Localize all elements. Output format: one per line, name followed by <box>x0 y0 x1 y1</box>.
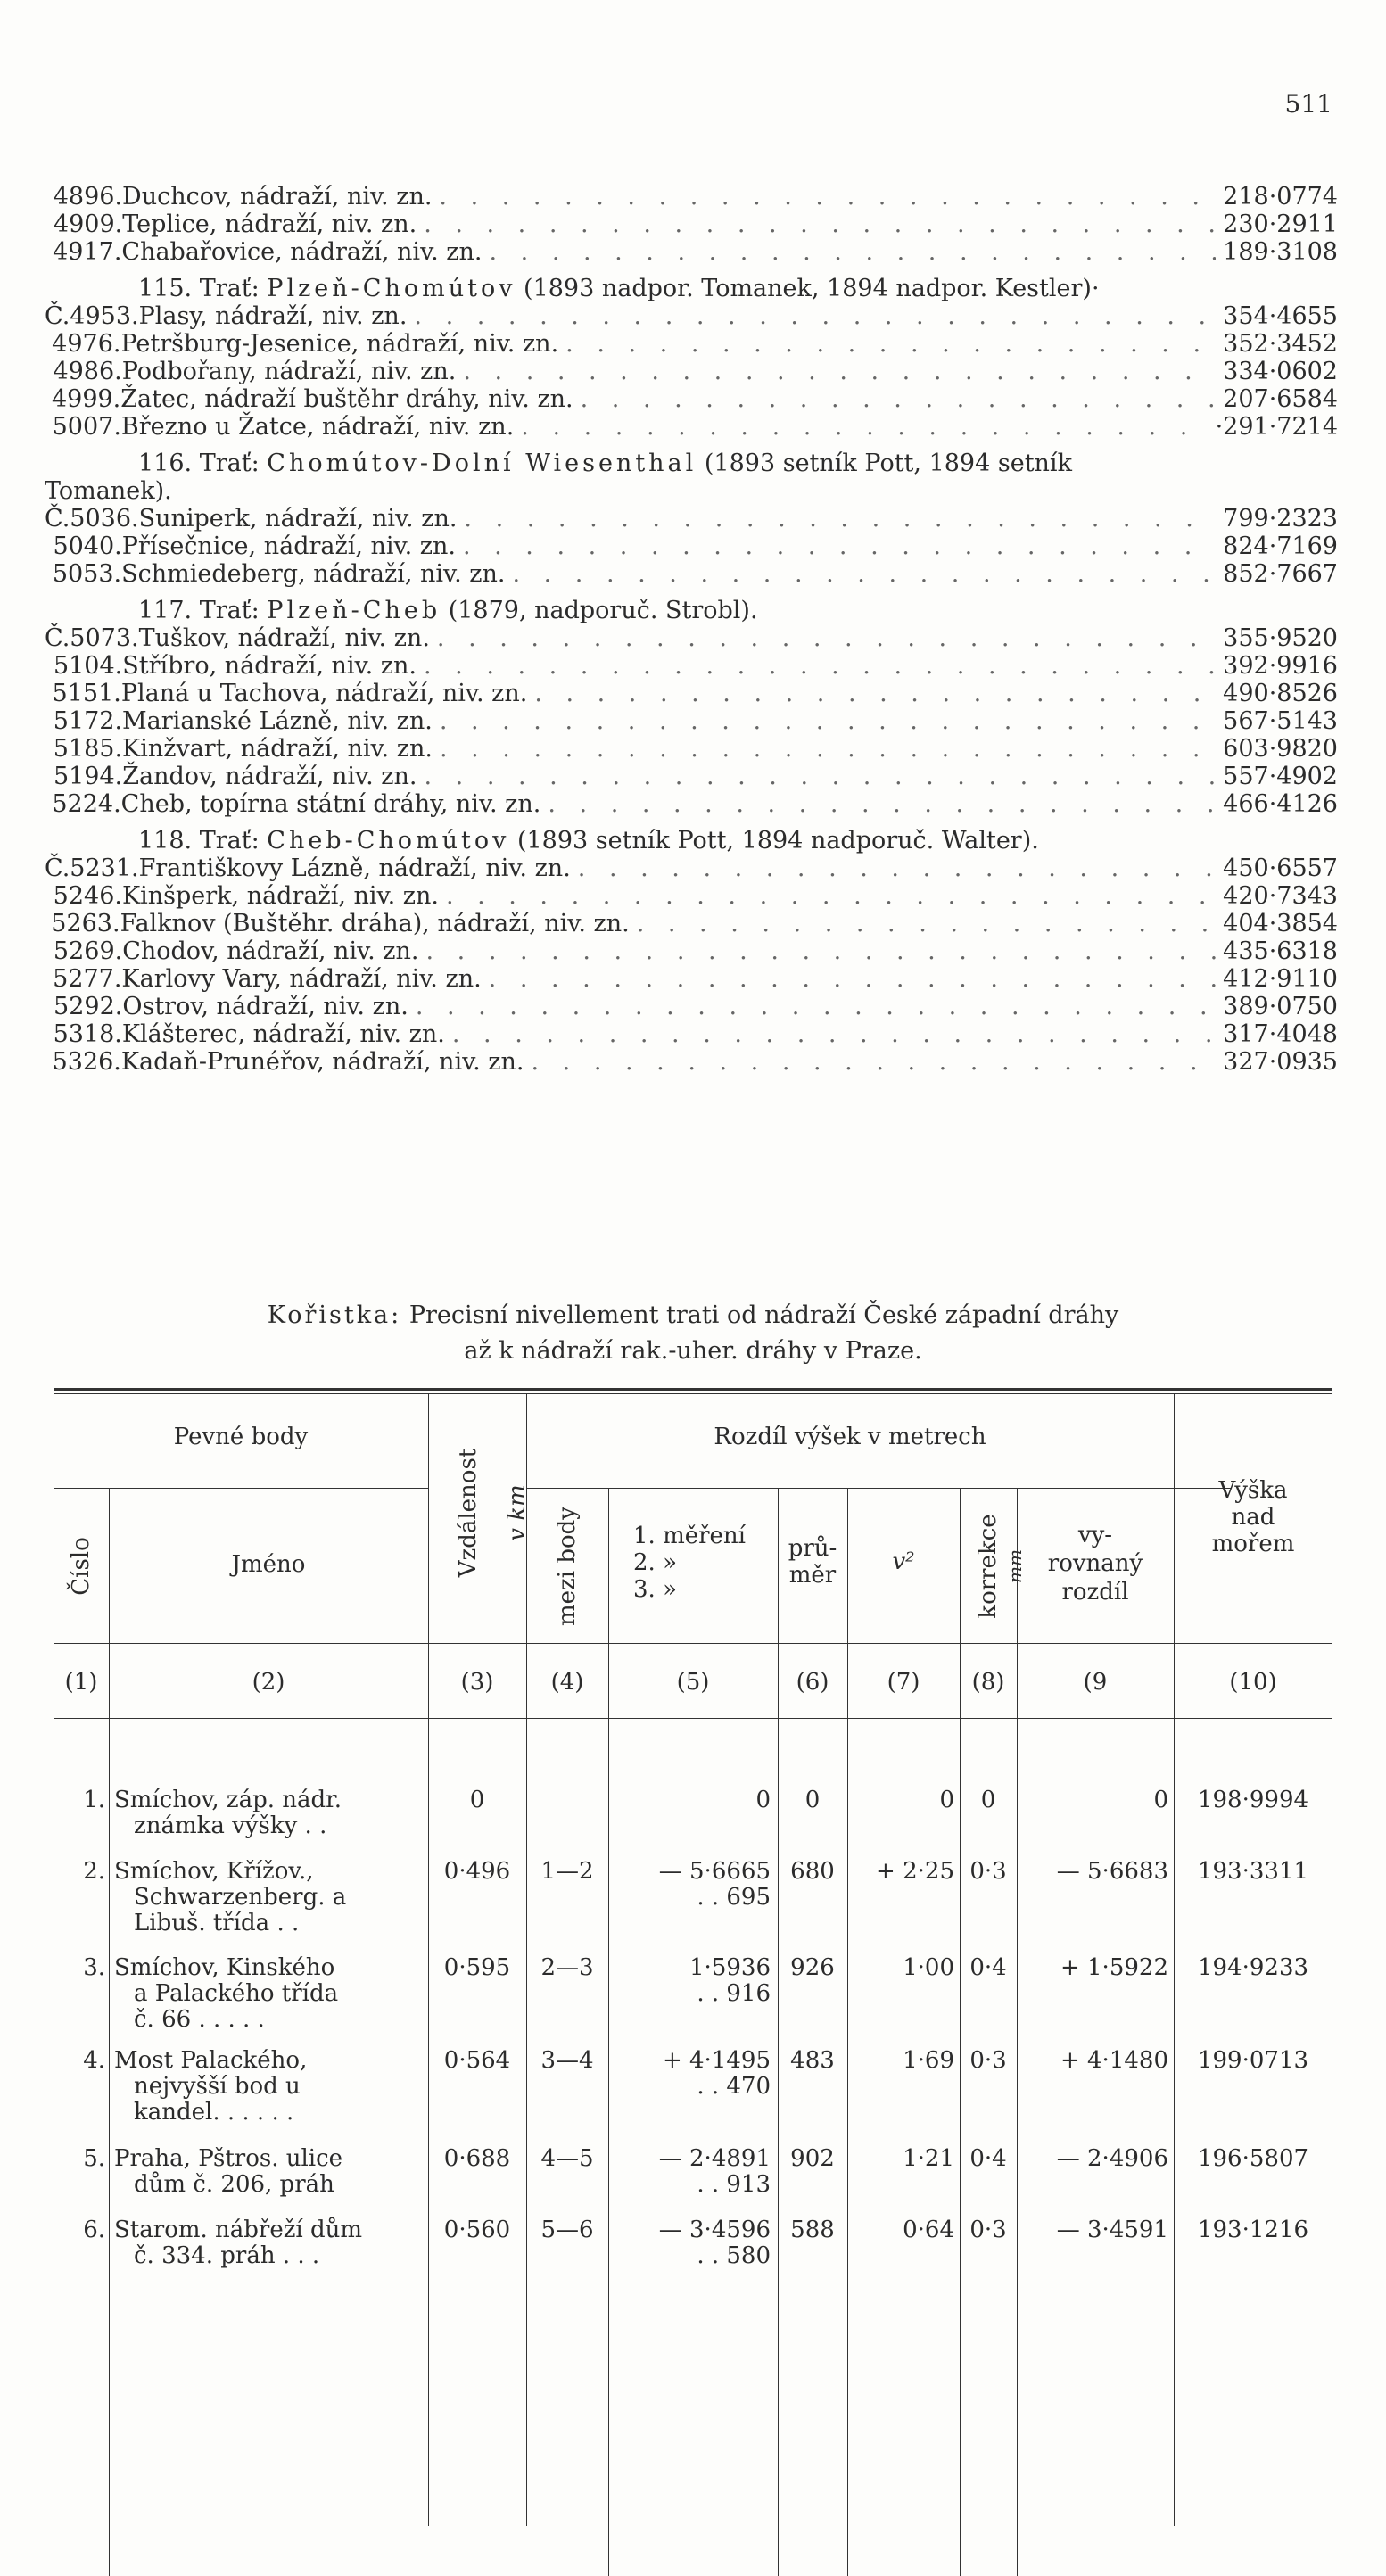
entry-row <box>45 735 1338 763</box>
rule-pevne-body <box>54 1488 428 1489</box>
rule-header-bottom <box>54 1643 1332 1644</box>
row-between: 1—2 <box>540 1858 594 1885</box>
entry-name: Františkovy Lázně, nádraží, niv. zn. <box>138 855 571 882</box>
row-between: 2—3 <box>540 1954 594 1981</box>
entry-name: Žandov, nádraží, niv. zn. <box>122 763 417 790</box>
header-mezi-body: mezi body <box>554 1507 581 1626</box>
entry-value: 603·9820 <box>1223 735 1338 763</box>
row-measure-2: . . 913 <box>697 2171 771 2198</box>
entry-row <box>45 238 1338 266</box>
page-number: 511 <box>1284 89 1332 119</box>
section-118-entries <box>45 855 1338 1076</box>
dot-leader <box>437 624 1216 652</box>
section-117-heading <box>45 597 1338 624</box>
entry-name: Přísečnice, nádraží, niv. zn. <box>121 533 456 560</box>
entry-row <box>45 652 1338 680</box>
entry-value: ·291·7214 <box>1215 413 1338 441</box>
header-vzdalenost: Vzdálenost <box>455 1448 482 1578</box>
row-correction: 0·4 <box>969 2145 1007 2172</box>
vrule <box>608 1488 609 2576</box>
entry-name: Žatec, nádraží buštěhr dráhy, niv. zn. <box>120 385 573 413</box>
section-number: 115. <box>138 275 193 302</box>
entry-row <box>45 1048 1338 1076</box>
entry-name: Schmiedeberg, nádraží, niv. zn. <box>121 560 506 588</box>
row-measure-1: — 3·4596 <box>658 2217 771 2243</box>
dot-leader <box>446 882 1216 910</box>
entry-row <box>45 763 1338 790</box>
header-km: v km <box>504 1484 531 1541</box>
column-number: (8) <box>971 1669 1005 1696</box>
entry-number: 5104. <box>53 652 123 680</box>
entry-name: Teplice, nádraží, niv. zn. <box>122 211 417 238</box>
row-name-line: č. 66 . . . . . <box>134 2006 265 2033</box>
section-note: (1879, nadporuč. Strobl). <box>448 597 758 624</box>
entry-value: 490·8526 <box>1223 680 1338 707</box>
entry-row <box>45 707 1338 735</box>
row-correction: 0·4 <box>969 1954 1007 1981</box>
entry-row <box>45 855 1338 882</box>
entry-prefix: Č. <box>45 624 70 652</box>
row-measure-2: . . 916 <box>697 1980 771 2007</box>
entry-name: Suniperk, nádraží, niv. zn. <box>138 505 458 533</box>
section-115-entries <box>45 302 1338 441</box>
row-adjusted: — 5·6683 <box>1056 1858 1168 1885</box>
row-name-line: nejvyšší bod u <box>134 2073 301 2100</box>
column-number: (6) <box>796 1669 829 1696</box>
row-name-line: Praha, Pštros. ulice <box>114 2145 343 2172</box>
entry-value: 334·0602 <box>1223 358 1338 385</box>
row-adjusted: + 1·5922 <box>1060 1954 1168 1981</box>
dot-leader <box>489 965 1216 993</box>
dot-leader <box>521 413 1208 441</box>
entry-row <box>45 533 1338 560</box>
entry-row <box>45 211 1338 238</box>
header-vyrovnany-1: vy- <box>1077 1522 1113 1548</box>
vrule <box>847 1488 848 2576</box>
entry-row <box>45 790 1338 818</box>
entry-row <box>45 183 1338 211</box>
row-distance: 0·496 <box>443 1858 511 1885</box>
row-measure-1: — 2·4891 <box>658 2145 771 2172</box>
header-mereni-1: 1. měření <box>633 1523 746 1549</box>
row-distance: 0·564 <box>443 2047 511 2074</box>
entry-number: 4999. <box>51 385 121 413</box>
dot-leader <box>440 735 1216 763</box>
row-number: 2. <box>83 1858 105 1885</box>
entry-value: 327·0935 <box>1223 1048 1338 1076</box>
row-name-line: č. 334. práh . . . <box>134 2242 320 2269</box>
row-number: 5. <box>83 2145 105 2172</box>
entry-value: 852·7667 <box>1223 560 1338 588</box>
row-measure-1: + 4·1495 <box>662 2047 771 2074</box>
entry-number: 5231. <box>70 855 139 882</box>
koristka-heading <box>0 1298 1386 1369</box>
vrule <box>109 1488 110 2576</box>
dot-leader <box>426 937 1217 965</box>
entry-value: 412·9110 <box>1223 965 1338 993</box>
entry-value: 354·4655 <box>1223 302 1338 330</box>
entry-row <box>45 910 1338 937</box>
entry-number: 5073. <box>70 624 139 652</box>
row-v2: 1·69 <box>903 2047 954 2074</box>
header-vyrovnany-2: rovnaný <box>1047 1550 1143 1577</box>
entry-value: 567·5143 <box>1223 707 1338 735</box>
entry-number: 5263. <box>51 910 120 937</box>
entry-name: Plasy, nádraží, niv. zn. <box>138 302 408 330</box>
header-prumer-2: měr <box>788 1562 837 1589</box>
header-mereni-3: 3. » <box>633 1576 677 1603</box>
entry-number: 5318. <box>53 1020 122 1048</box>
entry-value: 230·2911 <box>1223 211 1338 238</box>
entry-value: 392·9916 <box>1223 652 1338 680</box>
header-vyrovnany-3: rozdíl <box>1061 1579 1129 1606</box>
row-adjusted: + 4·1480 <box>1060 2047 1168 2074</box>
column-number: (5) <box>676 1669 710 1696</box>
row-v2: 1·00 <box>903 1954 954 1981</box>
row-name-line: známka výšky . . <box>134 1812 327 1839</box>
entry-number: 5053. <box>52 560 122 588</box>
route-name: Plzeň-Chomútov <box>267 275 516 302</box>
row-adjusted: 0 <box>1153 1787 1168 1813</box>
header-pevne-body: Pevné body <box>173 1424 309 1450</box>
dot-leader <box>565 330 1216 358</box>
entry-name: Marianské Lázně, niv. zn. <box>122 707 433 735</box>
entry-name: Petršburg-Jesenice, nádraží, niv. zn. <box>120 330 559 358</box>
entry-row <box>45 358 1338 385</box>
table-top-rule <box>54 1388 1332 1391</box>
section-116-note-continued: Tomanek). <box>45 477 172 505</box>
traf-label: Trať: <box>199 275 260 302</box>
dot-leader <box>424 652 1216 680</box>
row-v2: 0·64 <box>903 2217 954 2243</box>
row-name-line: Smíchov, Kinského <box>114 1954 335 1981</box>
header-jmeno: Jméno <box>231 1551 306 1578</box>
header-prumer-1: prů- <box>788 1535 837 1562</box>
header-korrekce: korrekce <box>975 1514 1002 1619</box>
dot-leader <box>424 763 1216 790</box>
title-line-2: až k nádraží rak.-uher. dráhy v Praze. <box>464 1337 922 1365</box>
entry-row <box>45 302 1338 330</box>
entry-name: Stříbro, nádraží, niv. zn. <box>122 652 417 680</box>
header-cislo: Číslo <box>68 1537 95 1596</box>
header-mereni-2: 2. » <box>633 1549 677 1576</box>
section-116-heading <box>45 450 1338 477</box>
dot-leader <box>414 302 1216 330</box>
row-height: 199·0713 <box>1197 2047 1309 2074</box>
entry-number: 4909. <box>53 211 123 238</box>
entry-number: 4917. <box>53 238 122 266</box>
row-measure-1: — 5·6665 <box>658 1858 771 1885</box>
row-measure-2: . . 695 <box>697 1884 771 1911</box>
entry-number: 5269. <box>53 937 123 965</box>
entry-number: 5040. <box>53 533 122 560</box>
section-number: 117. <box>138 597 193 624</box>
entry-name: Klášterec, nádraží, niv. zn. <box>121 1020 445 1048</box>
dot-leader <box>440 707 1216 735</box>
entry-name: Kadaň-Prunéřov, nádraží, niv. zn. <box>120 1048 524 1076</box>
row-distance: 0 <box>469 1787 485 1813</box>
entry-row <box>45 560 1338 588</box>
section-number: 118. <box>138 827 193 855</box>
dot-leader <box>489 238 1216 266</box>
entry-value: 435·6318 <box>1223 937 1338 965</box>
row-measure-2: . . 470 <box>697 2073 771 2100</box>
row-measure-1: 0 <box>755 1787 771 1813</box>
row-distance: 0·560 <box>443 2217 511 2243</box>
row-between: 4—5 <box>540 2145 594 2172</box>
row-average: 926 <box>790 1954 835 1981</box>
entry-number: 5172. <box>53 707 123 735</box>
traf-label: Trať: <box>199 827 260 855</box>
row-correction: 0·3 <box>969 2217 1007 2243</box>
header-vyska-2: nad <box>1231 1504 1275 1531</box>
traf-label: Trať: <box>199 597 260 624</box>
row-average: 588 <box>790 2217 835 2243</box>
entry-name: Chabařovice, nádraží, niv. zn. <box>121 238 483 266</box>
row-between: 5—6 <box>540 2217 594 2243</box>
entry-name: Kinžvart, nádraží, niv. zn. <box>122 735 433 763</box>
entry-value: 207·6584 <box>1223 385 1338 413</box>
row-number: 4. <box>83 2047 105 2074</box>
entry-name: Cheb, topírna státní dráhy, niv. zn. <box>120 790 541 818</box>
column-number: (2) <box>252 1669 285 1696</box>
row-name-line: Libuš. třída . . <box>134 1910 300 1936</box>
route-name: Chomútov-Dolní Wiesenthal <box>267 450 697 477</box>
entry-number: 5277. <box>53 965 122 993</box>
vrule <box>960 1488 961 2576</box>
entry-name: Karlovy Vary, nádraží, niv. zn. <box>121 965 482 993</box>
rule-rozdil <box>526 1488 1231 1489</box>
entry-value: 352·3452 <box>1223 330 1338 358</box>
entry-value: 189·3108 <box>1223 238 1338 266</box>
row-number: 6. <box>83 2217 105 2243</box>
row-name-line: dům č. 206, práh <box>134 2171 334 2198</box>
row-name-line: kandel. . . . . . <box>134 2099 294 2126</box>
dot-leader <box>416 993 1216 1020</box>
section-note: (1893 setník Pott, 1894 nadporuč. Walter). <box>516 827 1039 855</box>
entry-value: 355·9520 <box>1223 624 1338 652</box>
row-height: 194·9233 <box>1197 1954 1309 1981</box>
entry-row <box>45 965 1338 993</box>
entry-prefix: Č. <box>45 505 70 533</box>
row-correction: 0·3 <box>969 1858 1007 1885</box>
dot-leader <box>463 358 1216 385</box>
column-number: (7) <box>887 1669 920 1696</box>
column-number: (10) <box>1229 1669 1277 1696</box>
row-distance: 0·595 <box>443 1954 511 1981</box>
entry-number: 4896. <box>53 183 123 211</box>
entry-row <box>45 1020 1338 1048</box>
entry-name: Březno u Žatce, nádraží, niv. zn. <box>120 413 515 441</box>
entry-number: 5151. <box>52 680 121 707</box>
entry-value: 557·4902 <box>1223 763 1338 790</box>
section-116-entries <box>45 505 1338 588</box>
entry-prefix: Č. <box>45 855 70 882</box>
title-line-1: Precisní nivellement trati od nádraží České západní dráhy <box>408 1301 1119 1329</box>
row-between: 3—4 <box>540 2047 594 2074</box>
author-name: Kořistka: <box>267 1301 402 1329</box>
entry-name: Ostrov, nádraží, niv. zn. <box>122 993 408 1020</box>
entry-number: 4953. <box>70 302 139 330</box>
row-measure-1: 1·5936 <box>689 1954 771 1981</box>
row-average: 680 <box>790 1858 835 1885</box>
row-height: 196·5807 <box>1197 2145 1309 2172</box>
entries-top <box>45 183 1338 266</box>
row-distance: 0·688 <box>443 2145 511 2172</box>
row-v2: + 2·25 <box>876 1858 954 1885</box>
entry-value: 824·7169 <box>1223 533 1338 560</box>
route-name: Cheb-Chomútov <box>267 827 510 855</box>
column-number: (4) <box>550 1669 584 1696</box>
entry-value: 420·7343 <box>1223 882 1338 910</box>
row-name-line: Most Palackého, <box>114 2047 308 2074</box>
row-measure-2: . . 580 <box>697 2242 771 2269</box>
dot-leader <box>532 1048 1217 1076</box>
dot-leader <box>439 183 1216 211</box>
row-name-line: Starom. nábřeží dům <box>114 2217 363 2243</box>
entry-value: 389·0750 <box>1223 993 1338 1020</box>
row-average: 902 <box>790 2145 835 2172</box>
dot-leader <box>637 910 1216 937</box>
header-vyska-1: Výška <box>1218 1477 1288 1504</box>
entry-row <box>45 680 1338 707</box>
row-correction: 0·3 <box>969 2047 1007 2074</box>
dot-leader <box>578 855 1216 882</box>
dot-leader <box>548 790 1216 818</box>
entry-number: 5036. <box>70 505 139 533</box>
row-name-line: a Palackého třída <box>134 1980 339 2007</box>
header-vyska-3: mořem <box>1211 1531 1295 1557</box>
section-note: (1893 nadpor. Tomanek, 1894 nadpor. Kestler)· <box>524 275 1100 302</box>
rule-col-numbers <box>54 1718 1332 1719</box>
row-height: 198·9994 <box>1197 1787 1309 1813</box>
entry-value: 404·3854 <box>1223 910 1338 937</box>
row-adjusted: — 3·4591 <box>1056 2217 1168 2243</box>
row-average: 483 <box>790 2047 835 2074</box>
entry-number: 5246. <box>53 882 122 910</box>
row-number: 1. <box>83 1787 105 1813</box>
row-average: 0 <box>804 1787 821 1813</box>
entry-name: Duchcov, nádraží, niv. zn. <box>122 183 433 211</box>
entry-name: Kinšperk, nádraží, niv. zn. <box>121 882 439 910</box>
entry-row <box>45 385 1338 413</box>
dot-leader <box>424 211 1216 238</box>
entry-prefix: Č. <box>45 302 70 330</box>
header-rozdil: Rozdíl výšek v metrech <box>714 1424 986 1450</box>
section-note: (1893 setník Pott, 1894 setník <box>704 450 1072 477</box>
entry-number: 5292. <box>54 993 123 1020</box>
entry-number: 5185. <box>53 735 123 763</box>
column-number: (1) <box>64 1669 98 1696</box>
entry-value: 218·0774 <box>1223 183 1338 211</box>
vrule <box>1017 1488 1018 2576</box>
dot-leader <box>512 560 1216 588</box>
column-number: (9 <box>1083 1669 1108 1696</box>
table-top-rule-thin <box>54 1393 1332 1394</box>
entry-row <box>45 624 1338 652</box>
entry-row <box>45 505 1338 533</box>
row-adjusted: — 2·4906 <box>1056 2145 1168 2172</box>
entry-value: 466·4126 <box>1223 790 1338 818</box>
entry-name: Falknov (Buštěhr. dráha), nádraží, niv. zn. <box>120 910 630 937</box>
dot-leader <box>452 1020 1216 1048</box>
header-v2: v² <box>892 1548 915 1575</box>
row-v2: 1·21 <box>903 2145 954 2172</box>
column-number: (3) <box>460 1669 494 1696</box>
entry-row <box>45 330 1338 358</box>
route-name: Plzeň-Cheb <box>267 597 441 624</box>
vrule <box>778 1488 779 2576</box>
entry-number: 5007. <box>52 413 121 441</box>
header-mm: mm <box>1004 1549 1026 1583</box>
dot-leader <box>463 533 1216 560</box>
entry-row <box>45 993 1338 1020</box>
benchmark-list <box>45 183 1338 1076</box>
row-height: 193·3311 <box>1197 1858 1309 1885</box>
entry-name: Chodov, nádraží, niv. zn. <box>122 937 419 965</box>
entry-name: Tuškov, nádraží, niv. zn. <box>138 624 430 652</box>
entry-row <box>45 882 1338 910</box>
traf-label: Trať: <box>199 450 260 477</box>
row-name-line: Smíchov, záp. nádr. <box>114 1787 342 1813</box>
row-v2: 0 <box>939 1787 954 1813</box>
entry-number: 5224. <box>52 790 121 818</box>
entry-number: 5326. <box>52 1048 121 1076</box>
row-name-line: Smíchov, Křížov., <box>114 1858 314 1885</box>
entry-name: Podbořany, nádraží, niv. zn. <box>121 358 457 385</box>
section-117-entries <box>45 624 1338 818</box>
section-number: 116. <box>138 450 193 477</box>
dot-leader <box>581 385 1217 413</box>
section-118-heading <box>45 827 1338 855</box>
entry-number: 4976. <box>52 330 121 358</box>
entry-number: 4986. <box>53 358 122 385</box>
entry-value: 450·6557 <box>1223 855 1338 882</box>
entry-number: 5194. <box>53 763 123 790</box>
section-115-heading <box>45 275 1338 302</box>
entry-row <box>45 413 1338 441</box>
entry-value: 799·2323 <box>1223 505 1338 533</box>
entry-name: Planá u Tachova, nádraží, niv. zn. <box>120 680 528 707</box>
row-correction: 0 <box>980 1787 996 1813</box>
entry-row <box>45 937 1338 965</box>
dot-leader <box>534 680 1216 707</box>
row-number: 3. <box>83 1954 105 1981</box>
dot-leader <box>464 505 1216 533</box>
row-height: 193·1216 <box>1197 2217 1309 2243</box>
row-name-line: Schwarzenberg. a <box>134 1884 347 1911</box>
entry-value: 317·4048 <box>1223 1020 1338 1048</box>
